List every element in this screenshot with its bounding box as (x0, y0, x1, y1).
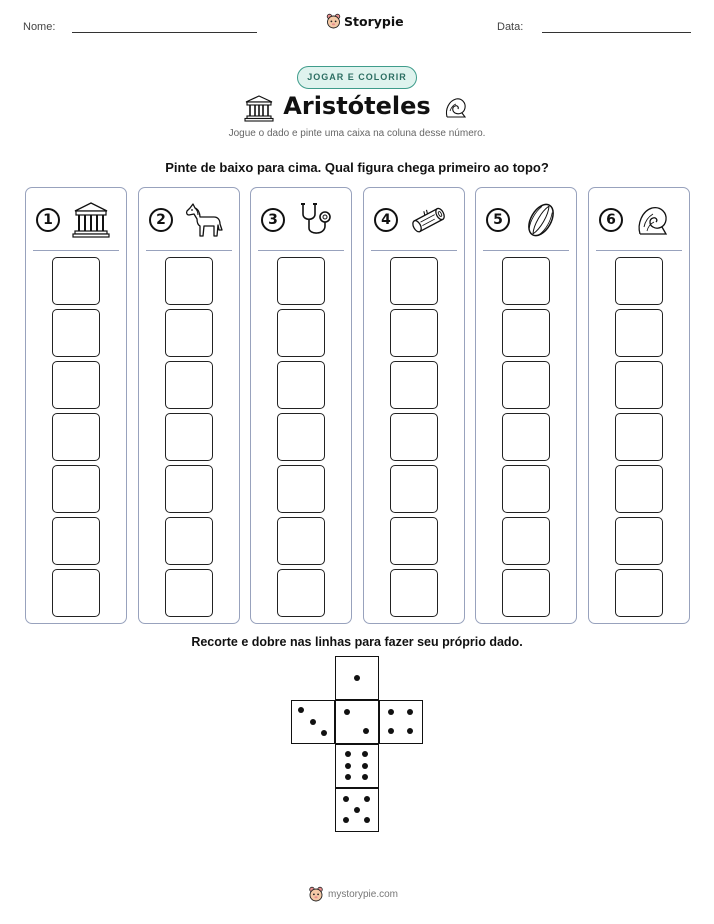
die-pip (321, 730, 327, 736)
column-1 (25, 187, 127, 624)
die-pip (345, 751, 351, 757)
column-number: 4 (374, 208, 398, 232)
column-header (26, 188, 126, 250)
column-5 (475, 187, 577, 624)
storypie-mascot-icon (308, 886, 324, 902)
color-box[interactable] (390, 309, 438, 357)
color-box[interactable] (615, 257, 663, 305)
die-pip (298, 707, 304, 713)
die-pip (310, 719, 316, 725)
footer (308, 886, 398, 902)
game-instruction: Pinte de baixo para cima. Qual figura chega primeiro ao topo? (165, 160, 549, 175)
scroll-icon (408, 200, 450, 240)
color-box[interactable] (165, 309, 213, 357)
color-box[interactable] (165, 361, 213, 409)
color-box[interactable] (52, 361, 100, 409)
temple-icon (70, 200, 112, 240)
color-box[interactable] (277, 361, 325, 409)
cut-instruction: Recorte e dobre nas linhas para fazer seu próprio dado. (191, 635, 523, 649)
color-box[interactable] (502, 465, 550, 513)
die-pip (343, 796, 349, 802)
die-pip (354, 807, 360, 813)
brand-name: Storypie (344, 13, 404, 29)
die-pip (388, 709, 394, 715)
color-box[interactable] (390, 517, 438, 565)
die-pip (345, 774, 351, 780)
footer-url: mystorypie.com (328, 888, 399, 900)
color-box[interactable] (502, 257, 550, 305)
seashell-icon (443, 95, 469, 121)
color-box[interactable] (390, 569, 438, 617)
color-box[interactable] (502, 569, 550, 617)
color-box[interactable] (52, 569, 100, 617)
die-pip (362, 774, 368, 780)
color-box[interactable] (52, 257, 100, 305)
die-pip (345, 763, 351, 769)
page-subtitle: Jogue o dado e pinte uma caixa na coluna desse número. (228, 128, 486, 139)
column-number: 5 (486, 208, 510, 232)
color-box[interactable] (615, 465, 663, 513)
page-title: Aristóteles (283, 92, 431, 120)
horse-icon (183, 200, 225, 240)
color-box[interactable] (502, 309, 550, 357)
column-header (589, 188, 689, 250)
die-pip (344, 709, 350, 715)
name-line[interactable] (72, 32, 257, 33)
die-pip (388, 728, 394, 734)
date-line[interactable] (542, 32, 691, 33)
color-box[interactable] (615, 413, 663, 461)
column-divider (33, 250, 119, 251)
color-box[interactable] (502, 517, 550, 565)
color-box[interactable] (615, 569, 663, 617)
color-box[interactable] (277, 465, 325, 513)
color-box[interactable] (277, 517, 325, 565)
die-pip (407, 709, 413, 715)
color-box[interactable] (165, 569, 213, 617)
die-face (335, 788, 379, 832)
color-box[interactable] (165, 517, 213, 565)
color-box[interactable] (277, 413, 325, 461)
die-pip (364, 817, 370, 823)
color-box[interactable] (165, 257, 213, 305)
column-6 (588, 187, 690, 624)
color-box[interactable] (615, 517, 663, 565)
color-box[interactable] (165, 413, 213, 461)
die-pip (343, 817, 349, 823)
name-label: Nome: (23, 21, 56, 33)
column-4 (363, 187, 465, 624)
color-box[interactable] (390, 465, 438, 513)
die-face (291, 700, 335, 744)
die-face (335, 656, 379, 700)
die-face (379, 700, 423, 744)
die-pip (354, 675, 360, 681)
storypie-mascot-icon (326, 13, 341, 29)
color-box[interactable] (165, 465, 213, 513)
column-divider (258, 250, 344, 251)
activity-badge: JOGAR E COLORIR (297, 66, 417, 89)
color-box[interactable] (52, 517, 100, 565)
column-2 (138, 187, 240, 624)
color-box[interactable] (502, 413, 550, 461)
color-box[interactable] (390, 361, 438, 409)
die-pip (364, 796, 370, 802)
die-pip (363, 728, 369, 734)
column-divider (371, 250, 457, 251)
color-box[interactable] (615, 361, 663, 409)
color-box[interactable] (52, 413, 100, 461)
column-number: 6 (599, 208, 623, 232)
column-number: 1 (36, 208, 60, 232)
column-divider (596, 250, 682, 251)
die-pip (362, 763, 368, 769)
seed-icon (520, 200, 562, 240)
color-box[interactable] (277, 309, 325, 357)
column-3 (250, 187, 352, 624)
color-box[interactable] (390, 413, 438, 461)
die-pip (407, 728, 413, 734)
die-face (335, 744, 379, 788)
color-box[interactable] (390, 257, 438, 305)
column-header (476, 188, 576, 250)
column-header (139, 188, 239, 250)
column-number: 2 (149, 208, 173, 232)
color-box[interactable] (277, 257, 325, 305)
color-box[interactable] (615, 309, 663, 357)
die-face (335, 700, 379, 744)
die-pip (362, 751, 368, 757)
column-header (251, 188, 351, 250)
color-box[interactable] (277, 569, 325, 617)
brand-logo (326, 13, 404, 29)
column-divider (146, 250, 232, 251)
color-box[interactable] (52, 309, 100, 357)
seashell-icon (633, 200, 675, 240)
color-box[interactable] (502, 361, 550, 409)
temple-icon (244, 94, 274, 122)
column-number: 3 (261, 208, 285, 232)
column-header (364, 188, 464, 250)
stethoscope-icon (295, 200, 337, 240)
date-label: Data: (497, 21, 524, 33)
color-box[interactable] (52, 465, 100, 513)
column-divider (483, 250, 569, 251)
